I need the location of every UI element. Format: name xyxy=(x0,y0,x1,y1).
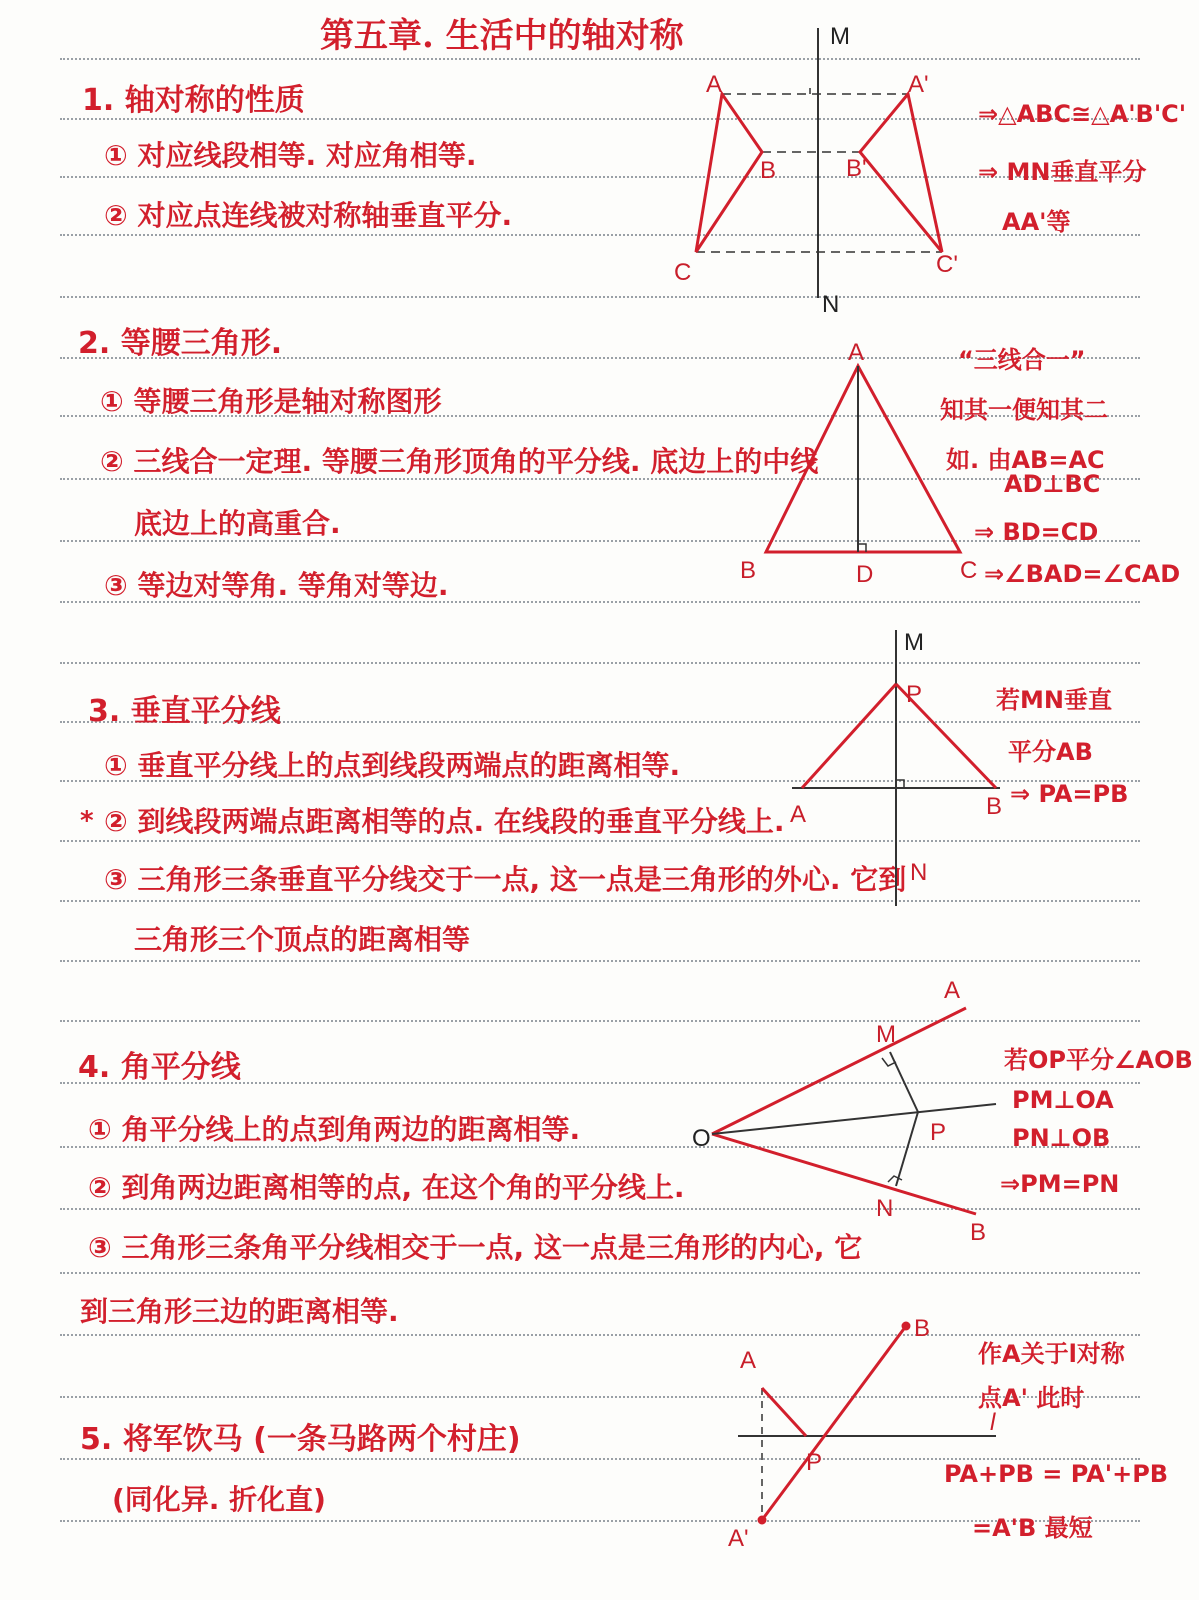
section-5-note-4: =A'B 最短 xyxy=(972,1514,1093,1542)
label-n: N xyxy=(910,859,928,886)
label-n: N xyxy=(876,1195,894,1222)
label-p: P xyxy=(806,1449,823,1476)
label-p: P xyxy=(930,1119,947,1146)
section-2-note-4: AD⊥BC xyxy=(1004,470,1101,498)
label-m: M xyxy=(830,23,850,50)
segment-ap xyxy=(762,1388,806,1436)
section-5-note-2: 点A' 此时 xyxy=(978,1384,1085,1412)
section-2-note-2: 知其一便知其二 xyxy=(940,396,1108,424)
diagram-axial-symmetry xyxy=(674,23,958,318)
section-2-heading: 2. 等腰三角形. xyxy=(78,326,283,361)
bisector-op xyxy=(712,1104,996,1134)
section-4-heading: 4. 角平分线 xyxy=(78,1050,241,1085)
section-4-item-1: ① 角平分线上的点到角两边的距离相等. xyxy=(88,1113,581,1146)
label-c-prime: C' xyxy=(936,251,958,278)
section-2-note-1: “三线合一” xyxy=(958,346,1086,374)
section-2-item-3: 底边上的高重合. xyxy=(134,507,341,540)
label-o: O xyxy=(692,1125,711,1152)
page-title: 第五章. 生活中的轴对称 xyxy=(320,16,684,56)
perp-pn xyxy=(896,1112,918,1186)
section-4-note-1: 若OP平分∠AOB xyxy=(1004,1046,1193,1074)
label-b: B xyxy=(760,157,777,184)
section-3-heading: 3. 垂直平分线 xyxy=(88,694,281,729)
diagram-isosceles-triangle xyxy=(740,339,977,588)
section-4-note-4: ⇒PM=PN xyxy=(1000,1170,1120,1198)
label-b: B xyxy=(970,1219,987,1246)
label-a-prime: A' xyxy=(908,71,929,98)
section-3-item-2: ② 到线段两端点距离相等的点. 在线段的垂直平分线上. xyxy=(104,805,785,838)
segment-pa xyxy=(802,684,896,788)
section-4-item-3: ③ 三角形三条角平分线相交于一点, 这一点是三角形的内心, 它 xyxy=(88,1231,863,1264)
diagram-perpendicular-bisector xyxy=(790,629,1002,906)
label-b: B xyxy=(986,793,1003,820)
section-2-item-2: ② 三线合一定理. 等腰三角形顶角的平分线. 底边上的中线 xyxy=(100,445,819,478)
section-4-note-2: PM⊥OA xyxy=(1012,1086,1114,1114)
label-a: A xyxy=(790,801,807,828)
section-2-note-3: 如. 由AB=AC xyxy=(946,446,1105,474)
section-3-note-3: ⇒ PA=PB xyxy=(1010,780,1129,808)
section-1-note-2: ⇒ MN垂直平分 xyxy=(978,158,1147,186)
section-3-item-3: ③ 三角形三条垂直平分线交于一点, 这一点是三角形的外心. 它到 xyxy=(104,863,907,896)
section-5-note-1: 作A关于l对称 xyxy=(978,1340,1125,1368)
diagram-angle-bisector xyxy=(692,977,996,1246)
perp-pm xyxy=(890,1052,918,1112)
label-a: A xyxy=(706,71,723,98)
label-p: P xyxy=(906,681,923,708)
label-b: B xyxy=(914,1315,931,1342)
section-5-heading: 5. 将军饮马 (一条马路两个村庄) xyxy=(80,1422,521,1457)
section-2-note-6: ⇒∠BAD=∠CAD xyxy=(984,560,1181,588)
label-b: B xyxy=(740,557,757,584)
triangle-abc-isosceles xyxy=(766,366,960,552)
section-1-note-3: AA'等 xyxy=(1002,208,1071,236)
label-b-prime: B' xyxy=(846,155,867,182)
section-2-item-4: ③ 等边对等角. 等角对等边. xyxy=(104,569,449,602)
section-3-item-4: 三角形三个顶点的距离相等 xyxy=(134,923,471,956)
section-5-note-3: PA+PB = PA'+PB xyxy=(944,1460,1169,1488)
ray-oa xyxy=(712,1008,966,1134)
ray-ob xyxy=(712,1134,976,1214)
label-m: M xyxy=(904,629,924,656)
diagram-shortest-path xyxy=(728,1315,996,1552)
section-1-item-1: ① 对应线段相等. 对应角相等. xyxy=(104,139,477,172)
section-4-item-4: 到三角形三边的距离相等. xyxy=(80,1295,399,1328)
section-4-item-2: ② 到角两边距离相等的点, 在这个角的平分线上. xyxy=(88,1171,685,1204)
label-d: D xyxy=(856,561,874,588)
section-1-heading: 1. 轴对称的性质 xyxy=(82,83,305,118)
section-5-subtitle: (同化异. 折化直) xyxy=(112,1483,326,1516)
label-a: A xyxy=(740,1347,757,1374)
important-star-mark: * xyxy=(80,806,94,836)
label-l: l xyxy=(990,1409,996,1436)
label-a-prime: A' xyxy=(728,1525,749,1552)
label-c: C xyxy=(960,557,978,584)
section-1-note-1: ⇒△ABC≅△A'B'C' xyxy=(978,100,1187,128)
section-1-item-2: ② 对应点连线被对称轴垂直平分. xyxy=(104,199,513,232)
label-c: C xyxy=(674,259,692,286)
triangle-a2b2c2 xyxy=(860,94,942,252)
section-4-note-3: PN⊥OB xyxy=(1012,1124,1111,1152)
section-3-note-1: 若MN垂直 xyxy=(996,686,1112,714)
segment-a2b xyxy=(762,1326,906,1520)
section-2-item-1: ① 等腰三角形是轴对称图形 xyxy=(100,385,442,418)
label-a: A xyxy=(944,977,961,1004)
triangle-abc xyxy=(696,94,762,252)
label-a: A xyxy=(848,339,865,366)
label-n: N xyxy=(822,291,840,318)
label-m: M xyxy=(876,1021,896,1048)
section-3-item-1: ① 垂直平分线上的点到线段两端点的距离相等. xyxy=(104,749,681,782)
section-3-note-2: 平分AB xyxy=(1008,738,1093,766)
section-2-note-5: ⇒ BD=CD xyxy=(974,518,1099,546)
